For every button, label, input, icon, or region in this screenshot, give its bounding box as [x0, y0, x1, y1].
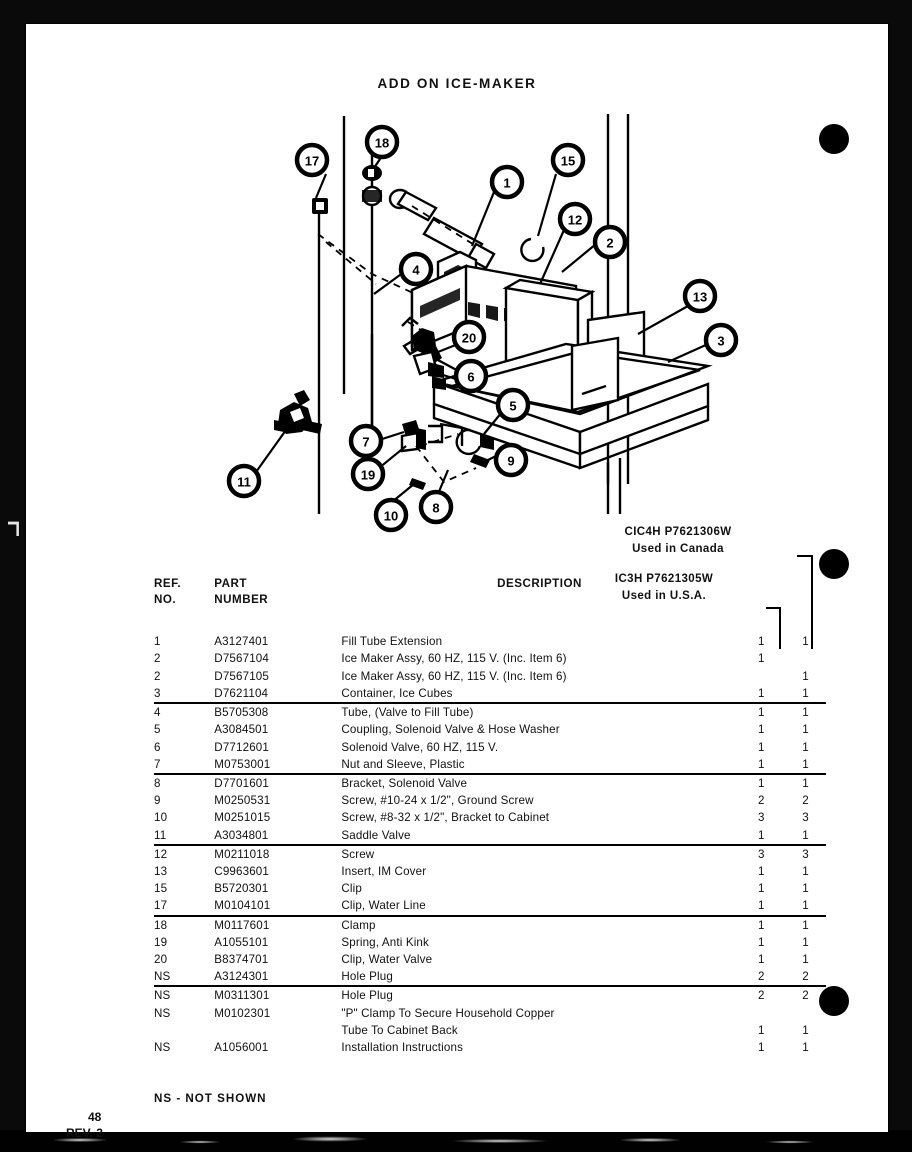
- cell-ref-no: 8: [154, 776, 161, 790]
- cell-qty-usa: 1: [758, 1023, 765, 1037]
- cell-qty-usa: 1: [758, 635, 765, 649]
- cell-ref-no: 18: [154, 918, 168, 932]
- cell-qty-canada: 2: [785, 968, 826, 986]
- table-row: [154, 934, 826, 951]
- cell-ref-no: 7: [154, 756, 214, 774]
- table-row: [154, 986, 826, 1004]
- callout-15: [553, 145, 583, 175]
- cell-description: Ice Maker Assy, 60 HZ, 115 V. (Inc. Item 6): [341, 669, 567, 683]
- cell-description: Container, Ice Cubes: [341, 685, 737, 703]
- cell-ref-no: 5: [154, 723, 161, 737]
- cell-ref-no: 4: [154, 706, 161, 720]
- table-row: [154, 774, 826, 792]
- svg-text:2: 2: [606, 235, 614, 251]
- cell-qty-usa: 3: [758, 811, 765, 825]
- cell-part-number: M0117601: [214, 918, 270, 932]
- cell-qty-usa: [738, 1005, 785, 1022]
- cell-description: "P" Clamp To Secure Household Copper: [341, 1006, 555, 1020]
- cell-ref-no: 3: [154, 685, 214, 703]
- cell-qty-canada: 1: [802, 1040, 809, 1054]
- svg-text:1: 1: [503, 175, 511, 191]
- cell-qty-canada: 3: [802, 811, 809, 825]
- cell-part-number: A1056001: [214, 1040, 269, 1054]
- screw-10-part: [409, 478, 426, 490]
- cell-part-number: B5705308: [214, 706, 269, 720]
- table-row: [154, 650, 826, 667]
- cell-qty-usa: 1: [738, 756, 785, 774]
- revision-label: REV. 2: [66, 1126, 103, 1141]
- cell-description: Ice Maker Assy, 60 HZ, 115 V. (Inc. Item 6): [341, 652, 567, 666]
- cell-qty-canada: 1: [802, 706, 809, 720]
- cell-qty-canada: 2: [802, 794, 809, 808]
- svg-text:6: 6: [467, 369, 475, 385]
- callout-2: [595, 227, 625, 257]
- saddle-valve-part: [274, 390, 322, 434]
- svg-text:19: 19: [360, 467, 376, 483]
- callout-7: [351, 426, 381, 456]
- table-row: [154, 951, 826, 968]
- table-row: [154, 703, 826, 721]
- cell-qty-usa: 3: [758, 847, 765, 861]
- cell-part-number: M0104101: [214, 897, 341, 915]
- header-part-number: PART NUMBER: [214, 577, 269, 606]
- callout-11: [229, 466, 259, 496]
- cell-qty-canada: 1: [802, 776, 809, 790]
- header-qty-usa: [738, 576, 785, 607]
- cell-ref-no: 2: [154, 652, 161, 666]
- callout-bubbles: [229, 127, 736, 530]
- scanner-bed-speckle: [0, 1130, 912, 1152]
- svg-text:12: 12: [567, 212, 583, 228]
- table-row: [154, 827, 826, 845]
- callout-9: [496, 445, 526, 475]
- cell-part-number: A3034801: [214, 827, 341, 845]
- callout-4: [401, 254, 431, 284]
- cell-ref-no: NS: [154, 1040, 171, 1054]
- svg-text:7: 7: [362, 434, 370, 450]
- cell-ref-no: 15: [154, 882, 168, 896]
- cell-qty-usa: 1: [758, 882, 765, 896]
- cell-part-number: M0211018: [214, 847, 270, 861]
- callout-1: [492, 167, 522, 197]
- cell-qty-canada: 1: [802, 935, 809, 949]
- cell-description: Coupling, Solenoid Valve & Hose Washer: [341, 723, 560, 737]
- cell-description: Hole Plug: [341, 989, 393, 1003]
- cell-qty-usa: 1: [758, 864, 765, 878]
- cell-part-number: M0311301: [214, 989, 270, 1003]
- cell-qty-canada: 1: [785, 897, 826, 915]
- cell-qty-canada: 1: [785, 756, 826, 774]
- cell-qty-canada: 1: [802, 882, 809, 896]
- cell-part-number: D7621104: [214, 685, 341, 703]
- cell-part-number: A3084501: [214, 723, 269, 737]
- copper-tube-run: [608, 458, 620, 514]
- clamp-part: [362, 165, 382, 181]
- cell-qty-canada: 1: [802, 635, 809, 649]
- punch-hole-1: [819, 124, 849, 154]
- cell-qty-canada: 1: [802, 952, 809, 966]
- callout-3: [706, 325, 736, 355]
- cell-part-number: D7712601: [214, 740, 270, 754]
- table-row: [154, 668, 826, 685]
- cell-qty-usa: 1: [758, 652, 765, 666]
- cell-description: Tube To Cabinet Back: [341, 1023, 458, 1037]
- cell-qty-usa: 2: [738, 968, 785, 986]
- cell-qty-canada: 1: [802, 918, 809, 932]
- cell-part-number: A1055101: [214, 935, 269, 949]
- table-row: [154, 1039, 826, 1056]
- cell-ref-no: [154, 1022, 214, 1039]
- punch-hole-2: [819, 549, 849, 579]
- cell-qty-usa: [738, 668, 785, 685]
- clip-part: [521, 239, 543, 261]
- table-row: [154, 721, 826, 738]
- table-row: [154, 756, 826, 774]
- svg-text:3: 3: [717, 333, 725, 349]
- cell-qty-usa: 1: [758, 935, 765, 949]
- table-row: [154, 792, 826, 809]
- cell-qty-usa: 1: [758, 918, 765, 932]
- svg-text:18: 18: [374, 135, 390, 151]
- cell-qty-canada: 1: [802, 864, 809, 878]
- fill-tube-extension: [362, 187, 494, 268]
- cell-qty-usa: 1: [758, 723, 765, 737]
- footnote-not-shown: NS - NOT SHOWN: [154, 1092, 267, 1105]
- cell-qty-usa: 2: [758, 989, 765, 1003]
- cell-qty-usa: 1: [758, 952, 765, 966]
- svg-text:17: 17: [304, 153, 320, 169]
- table-row: [154, 863, 826, 880]
- table-row: [154, 685, 826, 703]
- cell-description: Bracket, Solenoid Valve: [341, 776, 468, 790]
- cell-ref-no: 20: [154, 952, 168, 966]
- svg-text:8: 8: [432, 500, 440, 516]
- clip-water-line-part: [312, 198, 328, 214]
- cell-qty-usa: 2: [758, 794, 765, 808]
- cell-part-number: M0102301: [214, 1006, 271, 1020]
- svg-text:15: 15: [560, 153, 576, 169]
- header-description: DESCRIPTION: [497, 577, 582, 590]
- table-row: [154, 739, 826, 756]
- cell-description: Screw, #8-32 x 1/2", Bracket to Cabinet: [341, 811, 550, 825]
- cell-qty-canada: 1: [802, 669, 809, 683]
- page-number: 48: [88, 1110, 102, 1124]
- cell-ref-no: 6: [154, 740, 161, 754]
- cell-ref-no: NS: [154, 968, 214, 986]
- svg-text:20: 20: [461, 330, 477, 346]
- cell-qty-canada: 3: [802, 847, 809, 861]
- table-header-row: [154, 576, 826, 607]
- cell-qty-canada: 1: [802, 740, 809, 754]
- cell-ref-no: 1: [154, 635, 161, 649]
- header-ref-no: REF. NO.: [154, 577, 182, 606]
- cell-qty-canada: 1: [785, 827, 826, 845]
- cell-part-number: D7567104: [214, 652, 270, 666]
- callout-19: [353, 459, 383, 489]
- cell-part-number: A3127401: [214, 635, 269, 649]
- table-row: [154, 916, 826, 934]
- cell-description: Clamp: [341, 918, 376, 932]
- cell-part-number: C9963601: [214, 864, 270, 878]
- svg-text:13: 13: [692, 289, 708, 305]
- cell-description: Clip, Water Line: [341, 897, 737, 915]
- cell-part-number: B8374701: [214, 952, 269, 966]
- model-note-canada: Used in Canada: [632, 542, 724, 555]
- punch-hole-3: [819, 986, 849, 1016]
- svg-text:10: 10: [383, 508, 399, 524]
- cell-qty-canada: 1: [802, 723, 809, 737]
- cell-ref-no: 10: [154, 811, 168, 825]
- callout-10: [376, 500, 406, 530]
- cell-ref-no: 13: [154, 864, 168, 878]
- svg-text:11: 11: [237, 474, 251, 490]
- cell-part-number: M0753001: [214, 756, 341, 774]
- cell-description: Saddle Valve: [341, 827, 737, 845]
- cell-description: Screw: [341, 847, 375, 861]
- callout-13: [685, 281, 715, 311]
- table-row: [154, 880, 826, 897]
- cell-ref-no: 2: [154, 669, 161, 683]
- model-note-usa: Used in U.S.A.: [621, 590, 707, 603]
- cell-ref-no: 11: [154, 827, 214, 845]
- cell-qty-usa: 1: [758, 706, 765, 720]
- callout-5: [498, 390, 528, 420]
- cell-description: Fill Tube Extension: [341, 635, 443, 649]
- cell-description: Screw, #10-24 x 1/2", Ground Screw: [341, 794, 534, 808]
- cell-description: Clip: [341, 882, 362, 896]
- table-row: [154, 845, 826, 863]
- table-row: [154, 968, 826, 986]
- callout-8: [421, 492, 451, 522]
- cell-part-number: M0250531: [214, 794, 271, 808]
- cell-description: Installation Instructions: [341, 1040, 464, 1054]
- cell-qty-usa: 1: [738, 897, 785, 915]
- cell-description: Nut and Sleeve, Plastic: [341, 756, 737, 774]
- callout-20: [454, 322, 484, 352]
- exploded-parts-diagram: [176, 94, 776, 534]
- cell-ref-no: 12: [154, 847, 168, 861]
- table-row: [154, 897, 826, 915]
- table-row: [154, 1022, 826, 1039]
- header-qty-canada: [785, 576, 826, 607]
- page-title: ADD ON ICE-MAKER: [377, 76, 537, 91]
- cell-part-number: M0251015: [214, 811, 271, 825]
- table-row: [154, 1005, 826, 1022]
- cell-description: Hole Plug: [341, 968, 737, 986]
- cell-qty-usa: 1: [758, 1040, 765, 1054]
- cell-qty-canada: 2: [802, 989, 809, 1003]
- cell-qty-usa: 1: [738, 685, 785, 703]
- scan-artifact-mark: [8, 520, 22, 536]
- cell-ref-no: 17: [154, 897, 214, 915]
- cell-ref-no: NS: [154, 989, 171, 1003]
- svg-text:9: 9: [507, 453, 515, 469]
- cell-qty-usa: 1: [758, 776, 765, 790]
- cell-qty-canada: [785, 650, 826, 667]
- cell-description: Spring, Anti Kink: [341, 935, 429, 949]
- svg-text:4: 4: [412, 262, 420, 278]
- table-row: [154, 633, 826, 650]
- callout-6: [456, 361, 486, 391]
- cell-ref-no: NS: [154, 1006, 171, 1020]
- callout-18: [367, 127, 397, 157]
- cell-description: Solenoid Valve, 60 HZ, 115 V.: [341, 740, 499, 754]
- cell-part-number: D7701601: [214, 776, 270, 790]
- model-code-usa: IC3H P7621305W: [614, 573, 714, 586]
- callout-12: [560, 204, 590, 234]
- page-footer: [66, 1109, 103, 1141]
- svg-text:5: 5: [509, 398, 517, 414]
- cell-description: Insert, IM Cover: [341, 864, 427, 878]
- cell-ref-no: 19: [154, 935, 168, 949]
- cell-ref-no: 9: [154, 794, 161, 808]
- table-row: [154, 809, 826, 826]
- cell-part-number: [214, 1022, 341, 1039]
- cell-part-number: D7567105: [214, 669, 270, 683]
- model-code-canada: CIC4H P7621306W: [624, 526, 732, 538]
- cell-qty-usa: 1: [738, 827, 785, 845]
- parts-list-table: [154, 576, 826, 1056]
- cell-description: Tube, (Valve to Fill Tube): [341, 706, 474, 720]
- cell-qty-canada: 1: [785, 685, 826, 703]
- cell-qty-usa: 1: [758, 740, 765, 754]
- cell-part-number: B5720301: [214, 882, 269, 896]
- document-page: [26, 24, 888, 1141]
- cell-description: Clip, Water Valve: [341, 952, 433, 966]
- cell-qty-canada: 1: [802, 1023, 809, 1037]
- callout-17: [297, 145, 327, 175]
- cell-part-number: A3124301: [214, 968, 341, 986]
